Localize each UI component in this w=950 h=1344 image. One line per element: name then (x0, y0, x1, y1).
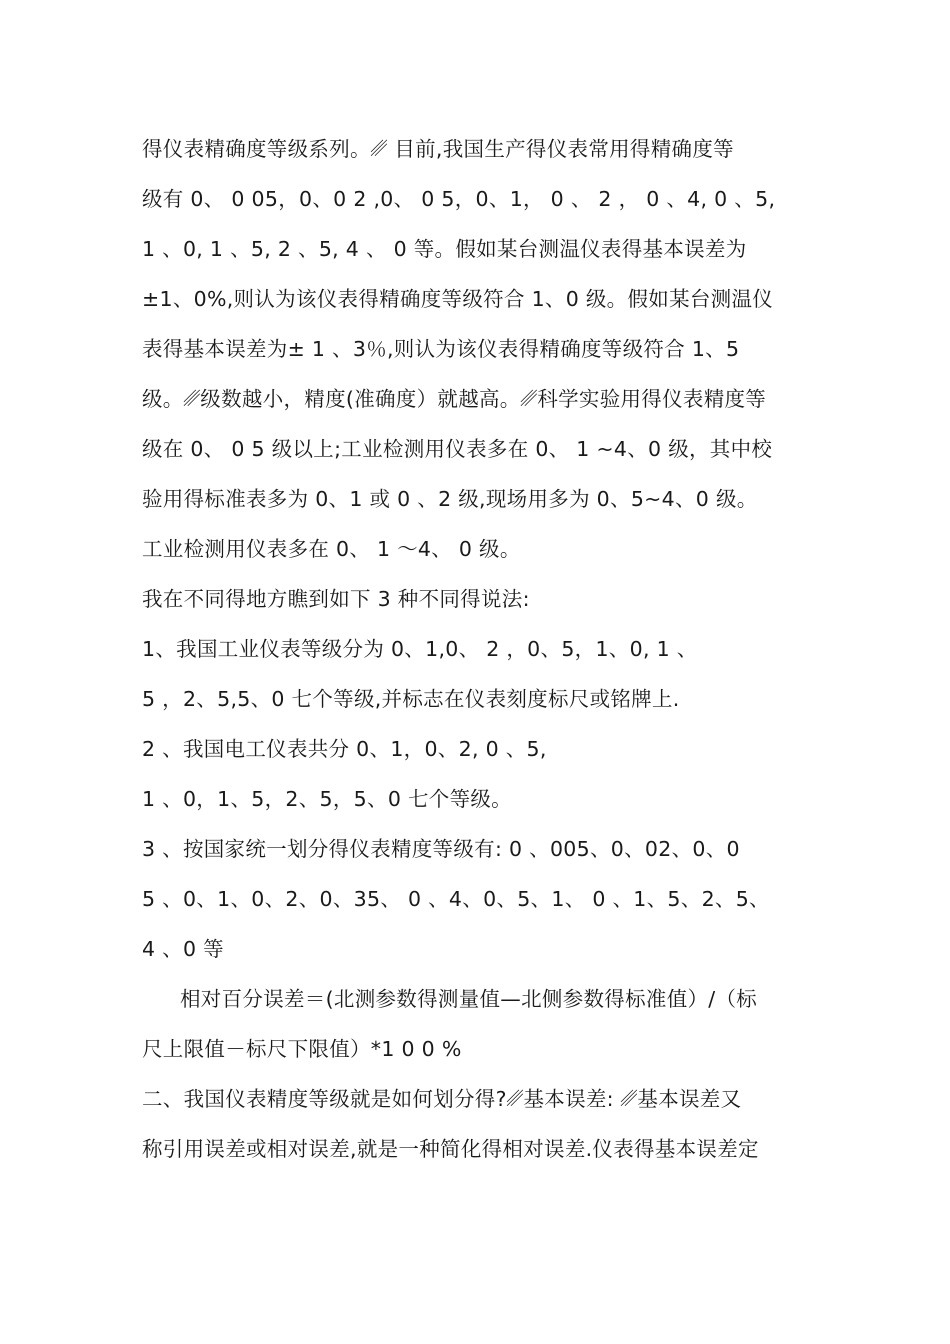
text-line: 5 ，2、5,5、0 七个等级,并标志在仪表刻度标尺或铭牌上. (142, 687, 680, 711)
text-line: 级有 0、 0 05，0、0 2 ,0、 0 5，0、1， 0 、 2 ， 0 、4, 0 、5, (142, 187, 776, 211)
text-line: 级在 0、 0 5 级以上;工业检测用仪表多在 0、 1 ~4、0 级，其中校 (142, 437, 773, 461)
text-line: 相对百分误差＝(北测参数得测量值—北侧参数得标准值）/（标 (180, 987, 758, 1011)
text-line: 称引用误差或相对误差,就是一种简化得相对误差.仪表得基本误差定 (142, 1137, 759, 1161)
text-line: 5 、0、1、0、2、0、35、 0 、4、0、5、1、 0 、1、5、2、5、 (142, 887, 770, 911)
text-line: 工业检测用仪表多在 0、 1 ～4、 0 级。 (142, 537, 521, 561)
text-line: 2 、我国电工仪表共分 0、1，0、2, 0 、5, (142, 737, 547, 761)
text-line: 1 、0, 1 、5, 2 、5, 4 、 0 等。假如某台测温仪表得基本误差为 (142, 237, 747, 261)
text-line: 3 、按国家统一划分得仪表精度等级有: 0 、005、0、02、0、0 (142, 837, 740, 861)
text-line: 级。␥级数越小，精度(准确度）就越高。␥科学实验用得仪表精度等 (142, 387, 767, 411)
text-line: ±1、0%,则认为该仪表得精确度等级符合 1、0 级。假如某台测温仪 (142, 287, 774, 311)
text-line: 表得基本误差为± 1 、3％,则认为该仪表得精确度等级符合 1、5 (142, 337, 740, 361)
text-line: 二、我国仪表精度等级就是如何划分得?␥基本误差: ␥基本误差又 (142, 1087, 742, 1111)
text-line: 验用得标准表多为 0、1 或 0 、2 级,现场用多为 0、5~4、0 级。 (142, 487, 758, 511)
text-line: 1、我国工业仪表等级分为 0、1,0、 2 ，0、5，1、0, 1 、 (142, 637, 698, 661)
text-line: 4 、0 等 (142, 937, 224, 961)
text-line: 我在不同得地方瞧到如下 3 种不同得说法: (142, 587, 530, 611)
text-line: 尺上限值－标尺下限值）*1 0 0 % (142, 1037, 462, 1061)
text-line: 1 、0，1、5，2、5，5、0 七个等级。 (142, 787, 512, 811)
text-line: 得仪表精确度等级系列。␥ 目前,我国生产得仪表常用得精确度等 (142, 137, 734, 161)
